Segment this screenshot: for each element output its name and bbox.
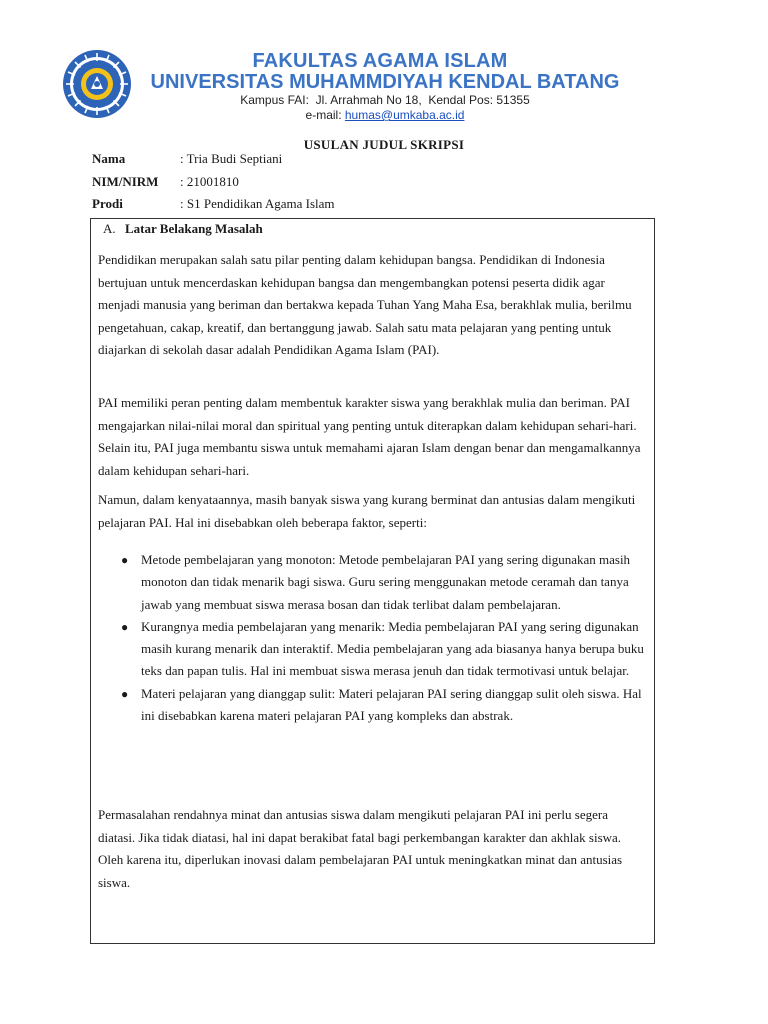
email-line — [140, 108, 630, 122]
list-item-text: Materi pelajaran yang dianggap sulit: Materi pelajaran PAI sering dianggap sulit oleh siswa. Hal ini disebabkan karena materi pelajaran PAI yang kompleks dan abstrak. — [141, 685, 642, 724]
email-label: e-mail: — [305, 108, 345, 122]
university-logo-icon — [62, 49, 132, 119]
field-label: Prodi — [92, 196, 123, 211]
field-value: : Tria Budi Septiani — [180, 151, 283, 166]
faculty-name: FAKULTAS AGAMA ISLAM — [252, 50, 508, 72]
bullet-icon: ● — [121, 553, 129, 567]
university-name: UNIVERSITAS MUHAMMDIYAH KENDAL BATANG — [150, 71, 620, 93]
section-letter: A. — [103, 221, 116, 236]
paragraph: Namun, dalam kenyataannya, masih banyak siswa yang kurang berminat dan antusias dalam mengikuti pelajaran PAI. Hal ini disebabkan oleh beberapa faktor, seperti: — [98, 492, 636, 530]
bullet-list — [121, 549, 651, 727]
field-label: Nama — [92, 151, 126, 166]
list-item — [121, 683, 651, 728]
letterhead — [0, 0, 768, 130]
section-title: Latar Belakang Masalah — [125, 221, 263, 236]
list-item — [121, 549, 651, 616]
field-value: : S1 Pendidikan Agama Islam — [180, 196, 335, 211]
email-link[interactable]: humas@umkaba.ac.id — [344, 108, 465, 122]
document-title: USULAN JUDUL SKRIPSI — [303, 137, 465, 152]
paragraph: Pendidikan merupakan salah satu pilar penting dalam kehidupan bangsa. Pendidikan di Indonesia bertujuan untuk mencerdaskan kehidupan bangsa dan mengembangkan potensi peserta didik agar menjadi manusia yang beriman dan bertakwa kepada Tuhan Yang Maha Esa, berakhlak mulia, berilmu pengetahuan, cakap, kreatif, dan bertanggung jawab. Salah satu mata pelajaran yang penting untuk diajarkan di sekolah dasar adalah Pendidikan Agama Islam (PAI). — [98, 252, 632, 357]
list-item — [121, 616, 651, 683]
paragraph: PAI memiliki peran penting dalam membentuk karakter siswa yang berakhlak mulia dan beriman. PAI mengajarkan nilai-nilai moral dan spiritual yang penting untuk diterapkan dalam kehidupan sehari-hari. Selain itu, PAI juga membantu siswa untuk memahami ajaran Islam dengan benar dan mengamalkannya dalam kehidupan sehari-hari. — [98, 395, 641, 478]
bullet-icon: ● — [121, 619, 129, 634]
field-value: : 21001810 — [180, 174, 239, 189]
closing-paragraph: Permasalahan rendahnya minat dan antusias siswa dalam mengikuti pelajaran PAI ini perlu segera diatasi. Jika tidak diatasi, hal ini dapat berakibat fatal bagi perkembangan karakter dan akhlak siswa. Oleh karena itu, diperlukan inovasi dalam pembelajaran PAI untuk meningkatkan minat dan antusias siswa. — [98, 807, 623, 890]
field-label: NIM/NIRM — [92, 174, 159, 189]
list-item-text: Kurangnya media pembelajaran yang menarik: Media pembelajaran PAI yang sering digunakan masih kurang menarik dan interaktif. Media pembelajaran yang ada biasanya hanya berupa buku teks dan papan tulis. Hal ini membuat siswa merasa jenuh dan tidak termotivasi untuk belajar. — [141, 618, 644, 679]
campus-address: Kampus FAI: Jl. Arrahmah No 18, Kendal Pos: 51355 — [240, 93, 530, 107]
bullet-icon: ● — [121, 686, 129, 701]
content-box — [90, 218, 655, 944]
section-heading — [103, 221, 263, 237]
list-item-text: Metode pembelajaran yang monoton: Metode pembelajaran PAI yang sering digunakan masih monoton dan tidak menarik bagi siswa. Guru sering menggunakan metode ceramah dan tanya jawab yang membuat siswa merasa bosan dan tidak terlibat dalam pembelajaran. — [141, 552, 631, 612]
